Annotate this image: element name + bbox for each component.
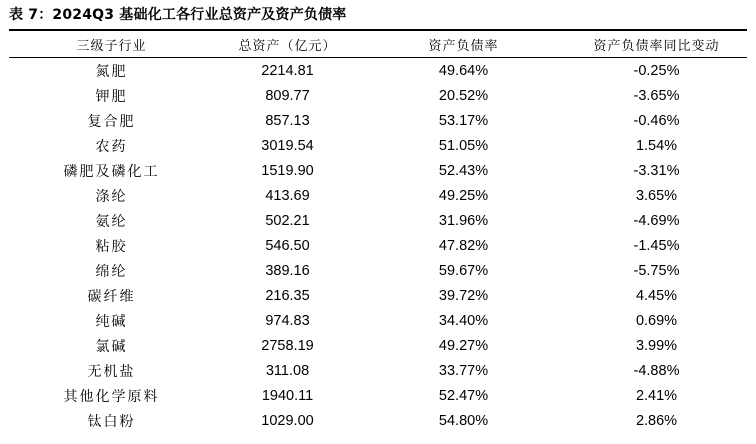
- table-container: [9, 32, 747, 433]
- cell-debt-ratio: 51.05%: [438, 137, 489, 154]
- table-row: [9, 208, 747, 233]
- cell-debt-ratio: 52.43%: [438, 162, 489, 179]
- cell-subindustry: 纯碱: [95, 313, 128, 330]
- cell-total-assets: 311.08: [265, 362, 310, 379]
- table-row: [9, 283, 747, 308]
- table-row: [9, 58, 747, 84]
- cell-debt-ratio-yoy: 1.54%: [635, 137, 678, 154]
- table-caption: 表 7：2024Q3 基础化工各行业总资产及资产负债率: [9, 7, 347, 23]
- cell-debt-ratio: 49.25%: [438, 187, 489, 204]
- cell-total-assets: 2758.19: [261, 337, 314, 354]
- table-row: [9, 183, 747, 208]
- cell-debt-ratio-yoy: 4.45%: [635, 287, 678, 304]
- table-row: [9, 333, 747, 358]
- cell-debt-ratio: 49.64%: [438, 62, 489, 79]
- table-row: [9, 158, 747, 183]
- cell-debt-ratio: 47.82%: [438, 237, 489, 254]
- industry-assets-table: [9, 32, 747, 433]
- cell-subindustry: 氨纶: [95, 213, 128, 230]
- cell-debt-ratio: 20.52%: [438, 87, 489, 104]
- cell-debt-ratio-yoy: -3.31%: [633, 162, 680, 179]
- cell-subindustry: 钾肥: [95, 88, 128, 105]
- cell-total-assets: 1029.00: [261, 412, 314, 429]
- cell-debt-ratio-yoy: 2.41%: [635, 387, 678, 404]
- table-row: [9, 233, 747, 258]
- header-subindustry: 三级子行业: [9, 32, 214, 58]
- cell-debt-ratio: 31.96%: [438, 212, 489, 229]
- cell-subindustry: 其他化学原料: [63, 388, 160, 405]
- cell-debt-ratio-yoy: -4.88%: [633, 362, 680, 379]
- cell-debt-ratio-yoy: 3.65%: [635, 187, 678, 204]
- cell-debt-ratio: 53.17%: [438, 112, 489, 129]
- table-row: [9, 408, 747, 433]
- cell-debt-ratio: 49.27%: [438, 337, 489, 354]
- cell-debt-ratio-yoy: -0.25%: [633, 62, 680, 79]
- cell-subindustry: 磷肥及磷化工: [63, 163, 160, 180]
- cell-total-assets: 857.13: [265, 112, 310, 129]
- cell-subindustry: 复合肥: [87, 113, 136, 130]
- header-debt-ratio-yoy: 资产负债率同比变动: [566, 32, 747, 58]
- cell-total-assets: 389.16: [265, 262, 310, 279]
- cell-total-assets: 974.83: [265, 312, 310, 329]
- cell-total-assets: 413.69: [265, 187, 310, 204]
- header-total-assets: 总资产（亿元）: [214, 32, 361, 58]
- cell-total-assets: 1940.11: [261, 387, 314, 404]
- cell-total-assets: 216.35: [265, 287, 310, 304]
- cell-debt-ratio-yoy: 3.99%: [635, 337, 678, 354]
- table-row: [9, 308, 747, 333]
- cell-total-assets: 809.77: [265, 87, 310, 104]
- cell-subindustry: 钛白粉: [87, 413, 136, 430]
- cell-debt-ratio-yoy: 2.86%: [635, 412, 678, 429]
- table-row: [9, 133, 747, 158]
- table-body: [9, 58, 747, 434]
- cell-debt-ratio-yoy: -3.65%: [633, 87, 680, 104]
- cell-subindustry: 氯碱: [95, 338, 128, 355]
- cell-debt-ratio-yoy: -1.45%: [633, 237, 680, 254]
- cell-subindustry: 涤纶: [95, 188, 128, 205]
- cell-subindustry: 粘胶: [95, 238, 128, 255]
- table-row: [9, 83, 747, 108]
- cell-debt-ratio-yoy: 0.69%: [635, 312, 678, 329]
- cell-debt-ratio-yoy: -0.46%: [633, 112, 680, 129]
- cell-debt-ratio-yoy: -4.69%: [633, 212, 680, 229]
- table-row: [9, 383, 747, 408]
- cell-total-assets: 2214.81: [261, 62, 314, 79]
- cell-debt-ratio: 39.72%: [438, 287, 489, 304]
- cell-subindustry: 农药: [95, 138, 128, 155]
- header-debt-ratio: 资产负债率: [361, 32, 566, 58]
- cell-debt-ratio: 59.67%: [438, 262, 489, 279]
- cell-total-assets: 1519.90: [261, 162, 314, 179]
- cell-total-assets: 3019.54: [261, 137, 314, 154]
- cell-subindustry: 无机盐: [87, 363, 136, 380]
- table-row: [9, 258, 747, 283]
- table-top-rule: [9, 29, 747, 31]
- cell-debt-ratio-yoy: -5.75%: [633, 262, 680, 279]
- cell-debt-ratio: 34.40%: [438, 312, 489, 329]
- cell-subindustry: 碳纤维: [87, 288, 136, 305]
- table-row: [9, 108, 747, 133]
- cell-total-assets: 546.50: [265, 237, 310, 254]
- cell-total-assets: 502.21: [265, 212, 310, 229]
- table-row: [9, 358, 747, 383]
- cell-subindustry: 绵纶: [95, 263, 128, 280]
- cell-debt-ratio: 33.77%: [438, 362, 489, 379]
- cell-subindustry: 氮肥: [95, 63, 128, 80]
- cell-debt-ratio: 52.47%: [438, 387, 489, 404]
- table-header-row: [9, 32, 747, 58]
- cell-debt-ratio: 54.80%: [438, 412, 489, 429]
